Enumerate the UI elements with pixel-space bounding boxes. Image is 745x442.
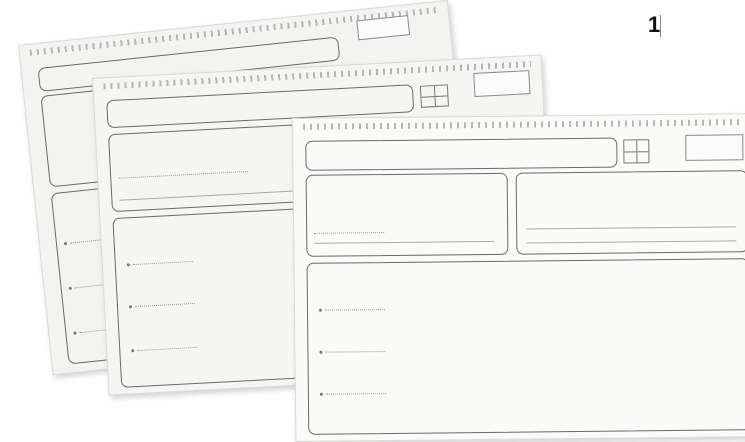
notes-box: [112, 208, 323, 388]
form-sheet-front: [292, 113, 745, 442]
bullet: [131, 349, 134, 352]
stamp-box: [685, 134, 743, 161]
stamp-box: [356, 15, 410, 40]
header-box: [305, 138, 617, 171]
bullet: [319, 309, 322, 312]
ruler-ticks: [303, 119, 743, 130]
page-number: 1: [648, 12, 661, 37]
bullet: [319, 351, 322, 354]
grid-box: [420, 84, 449, 107]
stamp-box: [473, 70, 530, 97]
bullet: [127, 263, 130, 266]
page-number-divider: [660, 15, 661, 37]
grid-box: [623, 139, 649, 163]
notes-box: [307, 258, 745, 435]
bullet: [320, 393, 323, 396]
patient-box: [306, 173, 509, 257]
